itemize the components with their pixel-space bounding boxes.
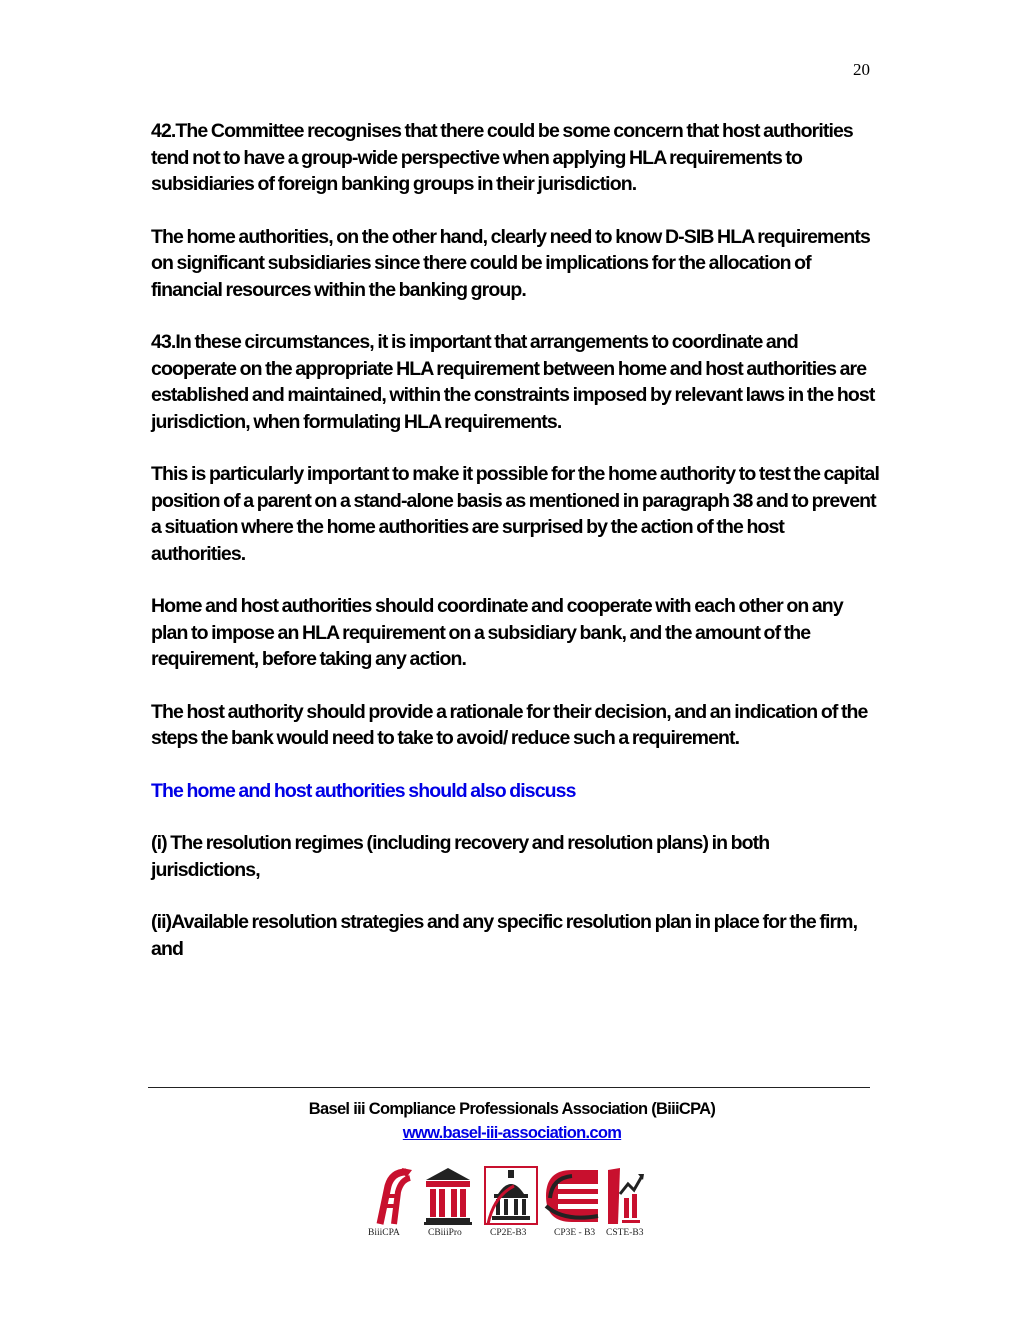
list-item-ii: (ii)Available resolution strategies and any specific resolution plan in place for the firm, and	[151, 911, 858, 960]
cp3e-b3-caption: CP3E - B3	[554, 1228, 596, 1238]
document-body	[151, 118, 881, 962]
cste-b3-logo-icon	[606, 1166, 646, 1226]
cbiiipro-logo	[422, 1166, 474, 1226]
cp2e-b3-caption: CP2E-B3	[490, 1228, 527, 1238]
paragraph-coordinate: Home and host authorities should coordinate and cooperate with each other on any plan to impose an HLA requirement on a subsidiary bank, and the amount of the requirement, before taking any action.	[151, 595, 843, 670]
list-item-i: (i) The resolution regimes (including recovery and resolution plans) in both jurisdictions,	[151, 832, 770, 881]
cbiiipro-logo-icon	[422, 1166, 474, 1226]
cp2e-b3-logo-icon	[484, 1166, 538, 1226]
footer-organization: Basel iii Compliance Professionals Association (BiiiCPA)	[308, 1100, 716, 1118]
footer-divider	[148, 1087, 870, 1088]
footer-website-link[interactable]: www.basel-iii-association.com	[402, 1124, 622, 1142]
page-number: 20	[853, 60, 870, 79]
cste-b3-logo	[606, 1166, 646, 1226]
certification-logos	[368, 1166, 658, 1248]
cp2e-b3-logo	[484, 1166, 538, 1226]
paragraph-home-authorities: The home authorities, on the other hand, clearly need to know D-SIB HLA requirements on significant subsidiaries since there could be implications for the allocation of financial resources within the banking group.	[151, 225, 870, 301]
cp3e-b3-logo	[544, 1166, 600, 1226]
paragraph-42: 42.The Committee recognises that there could be some concern that host authorities tend not to have a group-wide perspective when applying HLA requirements to subsidiaries of foreign banking groups in their jurisdiction.	[151, 120, 853, 195]
paragraph-rationale: The host authority should provide a rationale for their decision, and an indication of the steps the bank would need to take to avoid/ reduce such a requirement.	[151, 700, 868, 749]
biiicpa-logo	[372, 1166, 416, 1226]
paragraph-43: 43.In these circumstances, it is important that arrangements to coordinate and cooperate on the appropriate HLA requirement between home and host authorities are established and maintained, within the constraints imposed by relevant laws in the host jurisdiction, when formulating HLA requirements.	[151, 331, 875, 433]
biiicpa-caption: BiiiCPA	[368, 1228, 400, 1238]
paragraph-discuss-heading: The home and host authorities should also discuss	[151, 779, 576, 802]
cbiiipro-caption: CBiiiPro	[428, 1228, 462, 1238]
cste-b3-caption: CSTE-B3	[606, 1228, 644, 1238]
paragraph-particularly-important: This is particularly important to make it possible for the home authority to test the capital position of a parent on a stand-alone basis as mentioned in paragraph 38 and to prevent a situation where the home authorities are surprised by the action of the host authorities.	[151, 463, 880, 565]
biiicpa-logo-icon	[372, 1166, 416, 1226]
cp3e-b3-logo-icon	[544, 1166, 600, 1226]
